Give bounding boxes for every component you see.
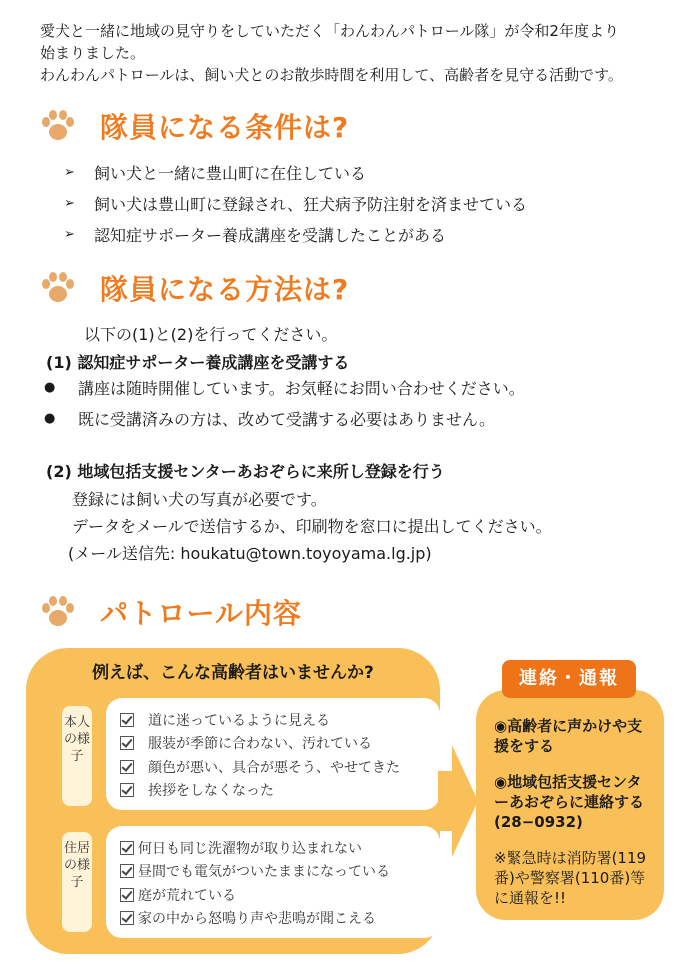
conditions-title: 隊員になる条件は?	[100, 111, 350, 144]
list-item: ● 講座は随時開催しています。お気軽にお問い合わせください。	[44, 379, 525, 398]
step2-heading: (2) 地域包括支援センターあおぞらに来所し登録を行う	[46, 462, 445, 481]
group1-label: 本人の様子	[62, 706, 92, 806]
method-heading	[38, 266, 349, 310]
intro-line-1: 愛犬と一緒に地域の見守りをしていただく「わんわんパトロール隊」が令和2年度より	[40, 22, 619, 40]
patrol-title: パトロール内容	[100, 597, 302, 630]
list-item: ➢ 認知症サポーター養成講座を受講したことがある	[64, 226, 447, 245]
conditions-list	[64, 157, 527, 250]
list-item: 挨拶をしなくなった	[120, 779, 426, 803]
paw-icon	[38, 271, 78, 305]
checkbox-icon	[120, 760, 134, 774]
step1-heading: (1) 認知症サポーター養成講座を受講する	[46, 353, 350, 372]
list-item: 昼間でも電気がついたままになっている	[120, 860, 426, 884]
checkbox-icon	[120, 911, 134, 925]
intro-text	[40, 20, 660, 86]
contact-item-2: ◉地域包括支援センターあおぞらに連絡する(28−0932)	[494, 773, 645, 831]
patrol-heading	[38, 590, 302, 634]
group2-label: 住居の様子	[62, 832, 92, 932]
emergency-note: ※緊急時は消防署(119番)や警察署(110番)等に通報を!!	[494, 849, 647, 907]
intro-line-2: 始まりました。	[40, 44, 146, 62]
email-line: (メール送信先: houkatu@town.toyoyama.lg.jp)	[68, 544, 432, 563]
list-item: ➢ 飼い犬と一緒に豊山町に在住している	[64, 164, 367, 183]
contact-item-1: ◉高齢者に声かけや支援をする	[494, 717, 643, 755]
checkbox-icon	[120, 783, 134, 797]
arrow-bullet-icon: ➢	[64, 227, 75, 242]
arrow-bullet-icon: ➢	[64, 165, 75, 180]
paw-icon	[38, 109, 78, 143]
bullet-dot-icon: ●	[44, 380, 56, 395]
list-item: 庭が荒れている	[120, 883, 426, 907]
method-title: 隊員になる方法は?	[100, 273, 350, 306]
patrol-question: 例えば、こんな高齢者はいませんか?	[92, 663, 374, 683]
checkbox-icon	[120, 736, 134, 750]
contact-badge: 連絡・通報	[502, 660, 636, 698]
list-item: ➢ 飼い犬は豊山町に登録され、狂犬病予防注射を済ませている	[64, 195, 527, 214]
arrow-right-icon	[438, 745, 478, 857]
patrol-panel	[26, 648, 440, 954]
checkbox-icon	[120, 864, 134, 878]
step2-line-1: 登録には飼い犬の写真が必要です。	[72, 490, 327, 509]
list-item: 家の中から怒鳴り声や悲鳴が聞こえる	[120, 907, 426, 931]
arrow-bullet-icon: ➢	[64, 196, 75, 211]
checkbox-icon	[120, 713, 134, 727]
conditions-heading	[38, 104, 349, 148]
group2-box	[106, 826, 440, 938]
step2-line-2: データをメールで送信するか、印刷物を窓口に提出してください。	[72, 517, 552, 536]
checkbox-icon	[120, 888, 134, 902]
list-item: 道に迷っているように見える	[120, 708, 426, 732]
bullet-dot-icon: ●	[44, 411, 56, 426]
list-item: ● 既に受講済みの方は、改めて受講する必要はありません。	[44, 410, 495, 429]
paw-icon	[38, 595, 78, 629]
method-lead: 以下の(1)と(2)を行ってください。	[84, 325, 338, 344]
list-item: 何日も同じ洗濯物が取り込まれない	[120, 836, 426, 860]
contact-panel	[476, 690, 664, 920]
intro-line-3: わんわんパトロールは、飼い犬とのお散歩時間を利用して、高齢者を見守る活動です。	[40, 66, 623, 84]
list-item: 顔色が悪い、具合が悪そう、やせてきた	[120, 755, 426, 779]
group1-box	[106, 698, 440, 810]
checkbox-icon	[120, 841, 134, 855]
step1-list	[44, 372, 525, 434]
list-item: 服装が季節に合わない、汚れている	[120, 732, 426, 756]
